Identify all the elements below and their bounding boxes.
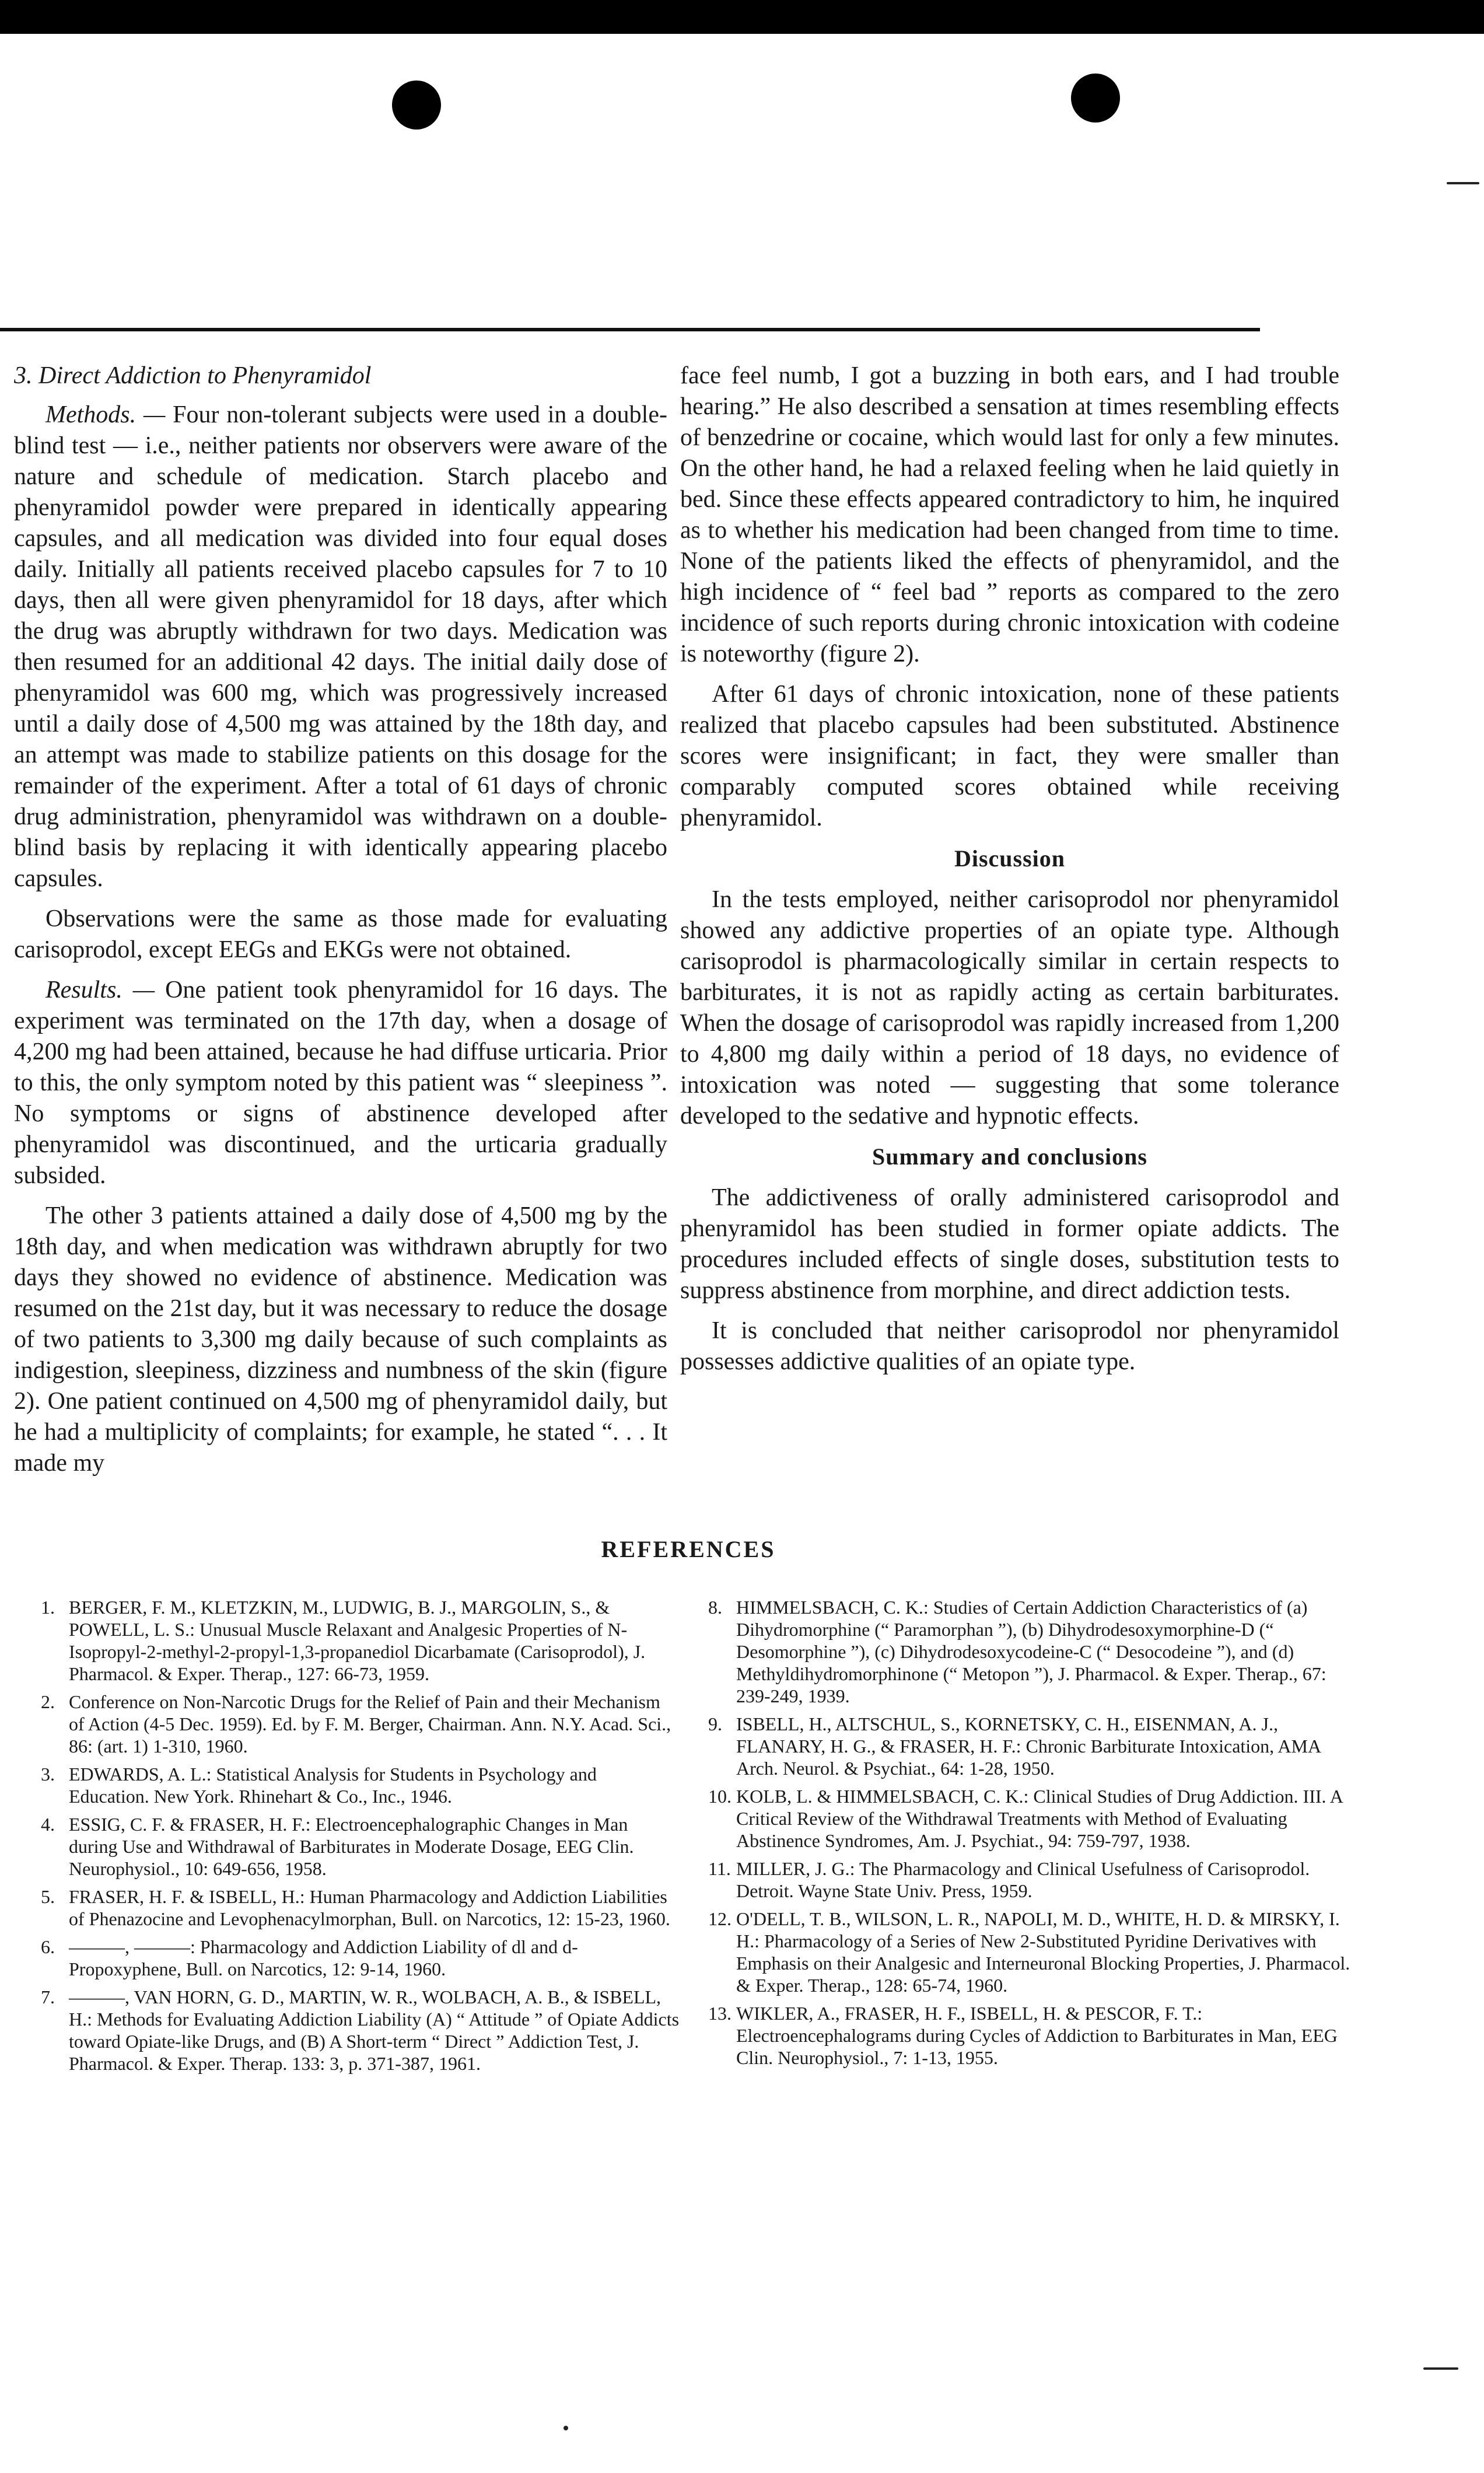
reference-text: FRASER, H. F. & ISBELL, H.: Human Pharmacology and Addiction Liabilities of Phenazocine and Levophenacylmorphan, Bull. on Narcotics, 12: 15-23, 1960.: [69, 1886, 670, 1929]
paragraph-text: The addictiveness of orally administered carisoprodol and phenyramidol has been studied in former opiate addicts. The procedures included effects of single doses, substitution tests to suppress abstinence from morphine, and direct addiction tests.: [680, 1184, 1339, 1304]
reference-number: 6.: [41, 1936, 55, 1957]
paragraph-lead: Methods. —: [46, 401, 166, 428]
body-column-right: [680, 361, 1339, 1387]
reference-number: 12.: [708, 1908, 732, 1929]
reference-item: [708, 1596, 1352, 1707]
summary-heading: Summary and conclusions: [872, 1143, 1147, 1170]
reference-item: [41, 1813, 680, 1880]
paragraph-text: face feel numb, I got a buzzing in both ears, and I had trouble hearing.” He also described a sensation at times resembling effects of benzedrine or cocaine, which would last for only a few minutes. On the other hand, he had a relaxed feeling when he laid quietly in bed. Since these effects appeared contradictory to him, he inquired as to whether his medication had been changed from time to time. None of the patients liked the effects of phenyramidol, and the high incidence of “ feel bad ” reports as compared to the zero incidence of such reports during chronic intoxication with codeine is noteworthy (figure 2).: [680, 362, 1339, 667]
reference-item: [708, 1785, 1352, 1852]
reference-number: 7.: [41, 1986, 55, 2007]
reference-number: 11.: [708, 1858, 731, 1879]
reference-number: 9.: [708, 1713, 722, 1734]
paragraph: [14, 400, 667, 894]
summary-paragraphs: [680, 1183, 1339, 1377]
reference-number: 8.: [708, 1597, 722, 1618]
section-title: 3. Direct Addiction to Phenyramidol: [14, 362, 372, 389]
right-paragraphs: [680, 361, 1339, 834]
paragraph-text: Four non-tolerant subjects were used in a double-blind test — i.e., neither patients nor observers were aware of the nature and schedule of medication. Starch placebo and phenyramidol powder were prepared in identically appearing capsules, and all medication was divided into four equal doses daily. Initially all patients received placebo capsules for 7 to 10 days, then all were given phenyramidol for 18 days, after which the drug was abruptly withdrawn for two days. Medication was then resumed for an additional 42 days. The initial daily dose of phenyramidol was 600 mg, which was progressively increased until a daily dose of 4,500 mg was attained by the 18th day, and an attempt was made to stabilize patients on this dosage for the remainder of the experiment. After a total of 61 days of chronic drug administration, phenyramidol was withdrawn on a double-blind basis by replacing it with identically appearing placebo capsules.: [14, 401, 667, 892]
references-list-left: [41, 1596, 680, 2080]
paragraph: [680, 1316, 1339, 1377]
reference-item: [708, 1713, 1352, 1779]
reference-text: ISBELL, H., ALTSCHUL, S., KORNETSKY, C. H., EISENMAN, A. J., FLANARY, H. G., & FRASER, H. F.: Chronic Barbiturate Intoxication, AMA Arch. Neurol. & Psychiat., 64: 1-28, 1950.: [736, 1713, 1321, 1779]
reference-number: 3.: [41, 1764, 55, 1785]
paragraph-text: Observations were the same as those made for evaluating carisoprodol, except EEGs and EKGs were not obtained.: [14, 905, 667, 963]
reference-number: 5.: [41, 1886, 55, 1907]
paragraph-text: In the tests employed, neither carisoprodol nor phenyramidol showed any addictive properties of an opiate type. Although carisoprodol is pharmacologically similar in certain respects to barbiturates, it is not as rapidly acting as certain barbiturates. When the dosage of carisoprodol was rapidly increased from 1,200 to 4,800 mg daily within a period of 18 days, no evidence of intoxication was noted — suggesting that some tolerance developed to the sedative and hypnotic effects.: [680, 886, 1339, 1129]
reference-item: [41, 1596, 680, 1685]
paragraph: [14, 904, 667, 966]
scan-mark: [1423, 2367, 1458, 2370]
reference-text: ———, ———: Pharmacology and Addiction Liability of dl and d-Propoxyphene, Bull. on Narcotics, 12: 9-14, 1960.: [69, 1936, 578, 1979]
punch-hole-left: [392, 81, 441, 130]
reference-text: WIKLER, A., FRASER, H. F., ISBELL, H. & PESCOR, F. T.: Electroencephalograms during Cycles of Addiction to Barbiturates in Man, EEG Clin. Neurophysiol., 7: 1-13, 1955.: [736, 2003, 1338, 2068]
paragraph-text: It is concluded that neither carisoprodol nor phenyramidol possesses addictive qualities of an opiate type.: [680, 1317, 1339, 1375]
reference-text: Conference on Non-Narcotic Drugs for the Relief of Pain and their Mechanism of Action (4-5 Dec. 1959). Ed. by F. M. Berger, Chairman. Ann. N.Y. Acad. Sci., 86: (art. 1) 1-310, 1960.: [69, 1691, 671, 1757]
punch-hole-right: [1071, 74, 1120, 123]
references-title: REFERENCES: [601, 1536, 776, 1562]
reference-item: [41, 1986, 680, 2075]
reference-item: [708, 1858, 1352, 1902]
reference-number: 2.: [41, 1691, 55, 1712]
reference-text: KOLB, L. & HIMMELSBACH, C. K.: Clinical Studies of Drug Addiction. III. A Critical Review of the Withdrawal Treatments with Method of Evaluating Abstinence Syndromes, Am. J. Psychiat., 94: 759-797, 1938.: [736, 1786, 1343, 1851]
reference-text: EDWARDS, A. L.: Statistical Analysis for Students in Psychology and Education. New York. Rhinehart & Co., Inc., 1946.: [69, 1764, 597, 1807]
reference-item: [708, 2002, 1352, 2069]
reference-number: 1.: [41, 1597, 55, 1618]
paragraph: [14, 975, 667, 1191]
reference-number: 13.: [708, 2003, 732, 2024]
reference-item: [41, 1936, 680, 1980]
header-rule: [0, 328, 1260, 331]
scan-dot: [564, 2426, 568, 2430]
paragraph: [680, 679, 1339, 834]
reference-number: 10.: [708, 1786, 732, 1807]
reference-text: ESSIG, C. F. & FRASER, H. F.: Electroencephalographic Changes in Man during Use and Withdrawal of Barbiturates in Moderate Dosage, EEG Clin. Neurophysiol., 10: 649-656, 1958.: [69, 1814, 634, 1879]
paragraph: [14, 1201, 667, 1479]
reference-text: ———, VAN HORN, G. D., MARTIN, W. R., WOLBACH, A. B., & ISBELL, H.: Methods for Evaluating Addiction Liability (A) “ Attitude ” of Opiate Addicts toward Opiate-like Drugs, and (B) A Short-term “ Direct ” Addiction Test, J. Pharmacol. & Exper. Therap. 133: 3, p. 371-387, 1961.: [69, 1986, 680, 2074]
reference-text: HIMMELSBACH, C. K.: Studies of Certain Addiction Characteristics of (a) Dihydromorphine (“ Paramorphan ”), (b) Dihydrodesoxymorphine-D (“ Desomorphine ”), (c) Dihydrodesoxycodeine-C (“ Desocodeine ”), and (d) Methyldihydromorphinone (“ Metopon ”), J. Pharmacol. & Exper. Therap., 67: 239-249, 1939.: [736, 1597, 1326, 1706]
references-list-right: [708, 1596, 1352, 2075]
reference-item: [41, 1691, 680, 1757]
paragraph-text: After 61 days of chronic intoxication, none of these patients realized that placebo capsules had been substituted. Abstinence scores were insignificant; in fact, they were smaller than comparably computed scores obtained while receiving phenyramidol.: [680, 681, 1339, 831]
left-paragraphs: [14, 400, 667, 1479]
body-column-left: [14, 361, 667, 1488]
paragraph-text: The other 3 patients attained a daily dose of 4,500 mg by the 18th day, and when medication was withdrawn abruptly for two days they showed no evidence of abstinence. Medication was resumed on the 21st day, but it was necessary to reduce the dosage of two patients to 3,300 mg daily because of such complaints as indigestion, sleepiness, dizziness and numbness of the skin (figure 2). One patient continued on 4,500 mg of phenyramidol daily, but he had a multiplicity of complaints; for example, he stated “. . . It made my: [14, 1202, 667, 1477]
scan-mark: [1447, 182, 1479, 184]
reference-text: BERGER, F. M., KLETZKIN, M., LUDWIG, B. J., MARGOLIN, S., & POWELL, L. S.: Unusual Muscle Relaxant and Analgesic Properties of N-Isopropyl-2-methyl-2-propyl-1,3-propanediol Dicarbamate (Carisoprodol), J. Pharmacol. & Exper. Therap., 127: 66-73, 1959.: [69, 1597, 646, 1684]
reference-item: [41, 1763, 680, 1807]
paragraph-lead: Results. —: [46, 977, 155, 1003]
discussion-paragraphs: [680, 884, 1339, 1132]
discussion-heading: Discussion: [954, 845, 1066, 872]
reference-number: 4.: [41, 1814, 55, 1835]
paragraph-text: One patient took phenyramidol for 16 days. The experiment was terminated on the 17th day, when a dosage of 4,200 mg had been attained, because he had diffuse urticaria. Prior to this, the only symptom noted by this patient was “ sleepiness ”. No symptoms or signs of abstinence developed after phenyramidol was discontinued, and the urticaria gradually subsided.: [14, 977, 667, 1189]
paragraph: [680, 884, 1339, 1132]
scan-top-edge: [0, 0, 1484, 34]
paragraph: [680, 361, 1339, 670]
reference-item: [41, 1886, 680, 1930]
reference-text: MILLER, J. G.: The Pharmacology and Clinical Usefulness of Carisoprodol. Detroit. Wayne State Univ. Press, 1959.: [736, 1858, 1310, 1901]
paragraph: [680, 1183, 1339, 1306]
reference-text: O'DELL, T. B., WILSON, L. R., NAPOLI, M. D., WHITE, H. D. & MIRSKY, I. H.: Pharmacology of a Series of New 2-Substituted Pyridine Derivatives with Emphasis on their Analgesic and Interneuronal Blocking Properties, J. Pharmacol. & Exper. Therap., 128: 65-74, 1960.: [736, 1908, 1350, 1996]
reference-item: [708, 1908, 1352, 1996]
